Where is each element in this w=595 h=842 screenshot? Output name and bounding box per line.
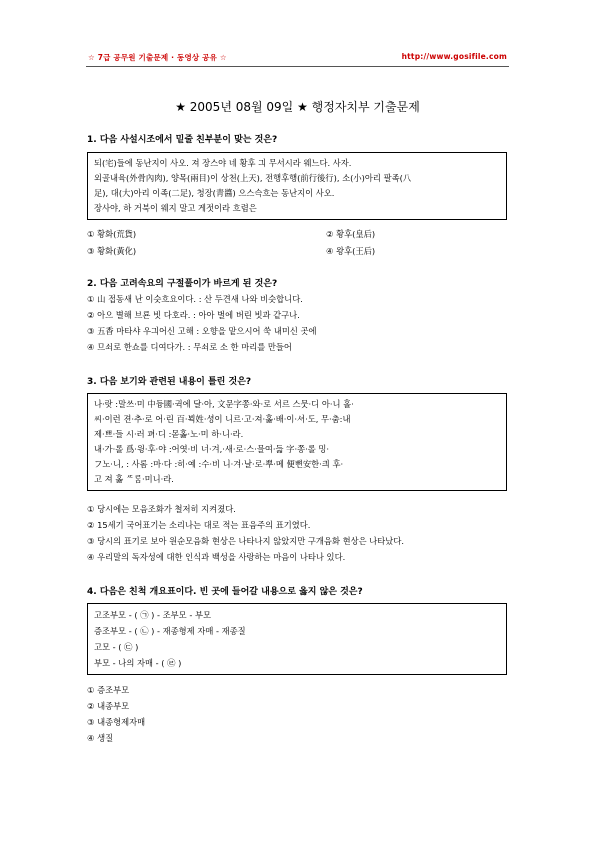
box-line: 내·가·롤 爲·윙·후·야 :어엿·비 너·겨,·새·로·스·믈여·듧 字·쫑·롤 밍· xyxy=(94,444,330,454)
q2-option-2[interactable]: ② 아으 별해 브룐 빗 다호라. : 아아 벌에 버린 빗과 같구나. xyxy=(87,310,300,320)
box-line: 씨·이런 젼·추·로 어·린 百·뵉姓·셩이 니르·고·져·홇·배·이·셔·도, 무·춤:내 xyxy=(94,414,351,424)
box-line: フ노·니, : 사롬 :마·다 :히·예 :수·비 니·겨·날·로·뿌·메 便뼌安한·킈 후· xyxy=(94,459,344,469)
box-line: 장사야, 하 거북이 웨지 말고 게젓이라 흐렴은 xyxy=(94,203,257,213)
box-line: 증조부모 - ( ㉡ ) - 재종형제 자매 - 재종질 xyxy=(94,626,246,636)
box-line: 외골내육(外骨內肉), 양목(兩目)이 상천(上天), 전행후행(前行後行), 소(小)아리 팔족(八 xyxy=(94,173,412,183)
q4-option-1[interactable]: ① 증조부모 xyxy=(87,685,130,695)
box-line: 고 져 홇 ᄯᄅᆞᆷ·미니·라. xyxy=(94,474,174,484)
box-line: 되(宅)들에 동난지이 사오. 져 장스야 네 황후 긔 무서시라 웨느다. 사자. xyxy=(94,158,352,168)
question-3: 3. 다음 보기와 관련된 내용이 틀린 것은? xyxy=(87,377,252,387)
q2-option-4[interactable]: ④ 므쇠로 한쇼를 디여다가. : 무쇠로 소 한 마리를 만들어 xyxy=(87,342,292,352)
q2-option-1[interactable]: ① 山 접동새 난 이슷흐요이다. : 산 두견새 나와 비슷합니다. xyxy=(87,294,303,304)
q2-option-3[interactable]: ③ 五香 마타샤 우긔어신 고해 : 오향을 맡으시어 쑥 내미신 곳에 xyxy=(87,326,317,336)
q3-option-3[interactable]: ③ 당시의 표기로 보아 원순모음화 현상은 나타나지 않았지만 구개음화 현상은 나타났다. xyxy=(87,536,404,546)
box-line: 제·쁘·들 시·러 펴·디 :몯홇·노·미 하·니·라. xyxy=(94,429,244,439)
q4-option-2[interactable]: ② 내종부모 xyxy=(87,701,130,711)
question-1-box xyxy=(87,152,507,220)
q4-option-4[interactable]: ④ 생질 xyxy=(87,733,114,743)
box-line: 부모 - 나의 자매 - ( ㉣ ) xyxy=(94,658,182,668)
q3-option-2[interactable]: ② 15세기 국어표기는 소리나는 대로 적는 표음주의 표기였다. xyxy=(87,520,311,530)
q1-option-4[interactable]: ④ 왕후(王后) xyxy=(326,246,376,256)
question-3-box xyxy=(87,393,507,491)
page-title: ★ 2005년 08월 09일 ★ 행정자치부 기출문제 xyxy=(175,100,420,114)
box-line: 고모 - ( ㉢ ) xyxy=(94,642,139,652)
box-line: 足), 대(大)아리 이족(二足), 청장(靑醬) 으스슥흐는 동난지이 사오. xyxy=(94,188,335,198)
question-2: 2. 다음 고려속요의 구절풀이가 바르게 된 것은? xyxy=(87,279,278,289)
box-line: 나·랏 :말쓰·미 中듕國·귁에 달·아, 文문字쫑·와·로 서르 스뭇·디 아·니 홀· xyxy=(94,399,354,409)
question-4-box xyxy=(87,603,507,675)
question-1: 1. 다음 사설시조에서 밑줄 친부분이 맞는 것은? xyxy=(87,135,278,145)
box-line: 고조부모 - ( ㉠ ) - 조부모 - 부모 xyxy=(94,610,211,620)
q1-option-3[interactable]: ③ 황화(黃化) xyxy=(87,246,137,256)
q1-option-2[interactable]: ② 황후(皇后) xyxy=(326,229,376,239)
question-4: 4. 다음은 친척 개요표이다. 빈 곳에 들어갈 내용으로 옳지 않은 것은? xyxy=(87,587,363,597)
header-divider xyxy=(86,66,509,67)
q3-option-4[interactable]: ④ 우리말의 독자성에 대한 인식과 백성을 사랑하는 마음이 나타나 있다. xyxy=(87,552,346,562)
q3-option-1[interactable]: ① 당시에는 모음조화가 철저히 지켜졌다. xyxy=(87,504,236,514)
q4-option-3[interactable]: ③ 내종형제자매 xyxy=(87,717,146,727)
q1-option-1[interactable]: ① 황화(荒貨) xyxy=(87,229,137,239)
header-url-link[interactable]: http://www.gosifile.com xyxy=(401,52,507,61)
header-left-text: ☆ 7급 공무원 기출문제 · 동영상 공유 ☆ xyxy=(88,53,227,62)
